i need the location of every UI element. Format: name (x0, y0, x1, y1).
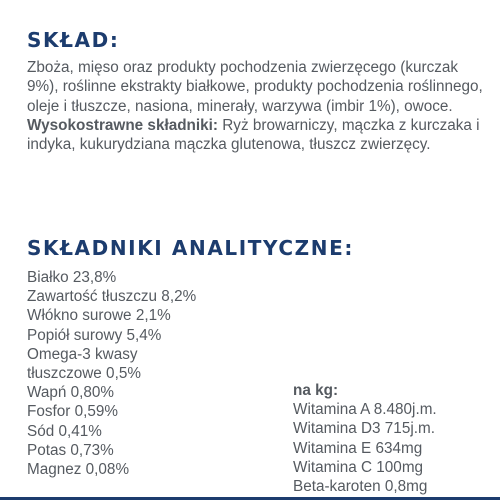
list-item-beta-carotene: Beta-karoten 0,8mg (293, 478, 428, 496)
list-item-vitamin-d3: Witamina D3 715j.m. (293, 420, 435, 438)
list-item-omega3-line1: Omega-3 kwasy (27, 345, 138, 363)
highly-digestible-text: Ryż browarniczy, mączka z kurczaka i indyka, kukurydziana mączka glutenowa, tłuszcz zwierzęcy. (27, 116, 480, 154)
list-item-calcium: Wapń 0,80% (27, 384, 115, 402)
composition-text: Zboża, mięso oraz produkty pochodzenia zwierzęcego (kurczak 9%), roślinne ekstrakty białkowe, produkty pochodzenia roślinnego, oleje i tłuszcze, nasiona, minerały, warzywa (imbir 1%), owoce. (27, 59, 483, 115)
list-item-ash: Popiół surowy 5,4% (27, 326, 162, 344)
list-item-vitamin-a: Witamina A 8.480j.m. (293, 401, 437, 419)
list-item-vitamin-e: Witamina E 634mg (293, 439, 423, 457)
list-item-fibre: Włókno surowe 2,1% (27, 307, 171, 325)
list-item-potassium: Potas 0,73% (27, 441, 114, 459)
list-item-magnesium: Magnez 0,08% (27, 461, 130, 479)
vitamins-list (293, 381, 493, 496)
analytical-components-list (27, 268, 277, 479)
list-item-vitamin-c: Witamina C 100mg (293, 458, 424, 476)
vitamins-per-kg-title: na kg: (293, 382, 339, 399)
highly-digestible-label: Wysokostrawne składniki: (27, 116, 218, 134)
list-item-protein: Białko 23,8% (27, 269, 117, 286)
analytical-components-heading: SKŁADNIKI ANALITYCZNE: (27, 236, 354, 260)
composition-text-block (27, 58, 487, 154)
list-item-sodium: Sód 0,41% (27, 422, 102, 440)
list-item-fat: Zawartość tłuszczu 8,2% (27, 288, 197, 306)
list-item-phosphorus: Fosfor 0,59% (27, 403, 118, 421)
list-item-omega3-line2: tłuszczowe 0,5% (27, 365, 141, 383)
composition-heading: SKŁAD: (27, 28, 120, 52)
